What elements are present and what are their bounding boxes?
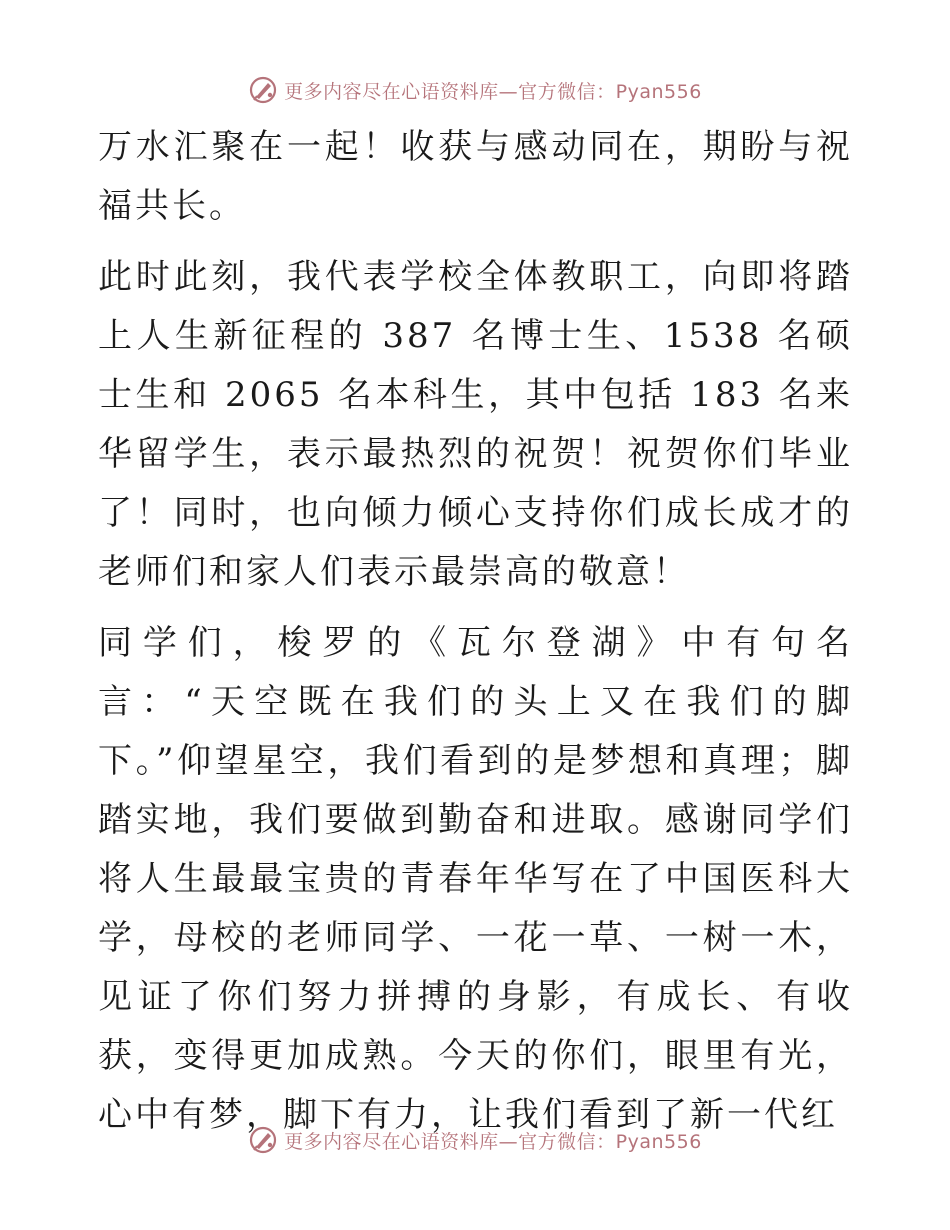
paragraph-1: 万水汇聚在一起！收获与感动同在，期盼与祝福共长。 [98,127,853,226]
paragraph-3: 同学们，梭罗的《瓦尔登湖》中有句名言：“天空既在我们的头上又在我们的脚下。”仰望星空，我们看到的是梦想和真理；脚踏实地，我们要做到勤奋和进取。感谢同学们将人生最最宝贵的青春年华写在了中国医科大学，母校的老师同学、一花一草、一树一木，见证了你们努力拼搏的身影，有成长、有收获，变得更加成熟。今天的你们，眼里有光，心中有梦，脚下有力，让我们看到了新一代红 [98,623,853,1135]
document-body [98,118,853,1145]
watermark-text: 更多内容尽在心语资料库—官方微信：Pyan556 [284,80,702,103]
watermark-text: 更多内容尽在心语资料库—官方微信：Pyan556 [284,1130,702,1153]
header-watermark [0,70,950,110]
footer-watermark [0,1120,950,1160]
quill-pen-logo-icon [248,1125,278,1155]
paragraph-2: 此时此刻，我代表学校全体教职工，向即将踏上人生新征程的 387 名博士生、1538 名硕士生和 2065 名本科生，其中包括 183 名来华留学生，表示最热烈的祝贺！祝贺你们毕业了！同时，也向倾力倾心支持你们成长成才的老师们和家人们表示最崇高的敬意！ [98,257,853,592]
quill-pen-logo-icon [248,75,278,105]
